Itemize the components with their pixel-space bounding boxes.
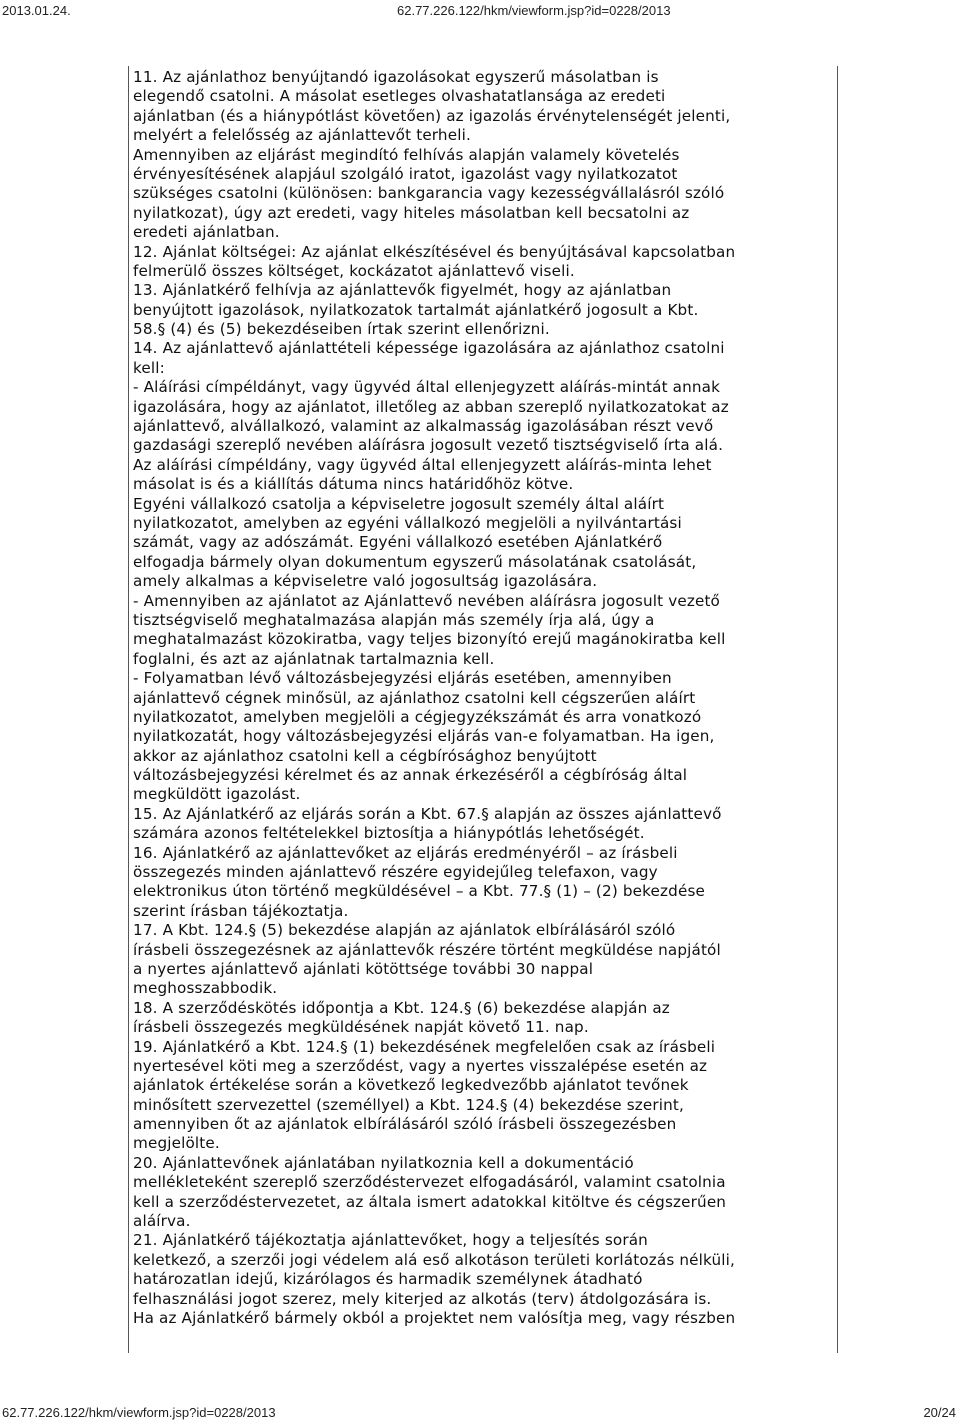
footer-url: 62.77.226.122/hkm/viewform.jsp?id=0228/2013 [2, 1405, 276, 1420]
text-line: nyilatkozatot, amelyben megjelöli a cégjegyzékszámát és arra vonatkozó [133, 707, 702, 726]
text-line: Az aláírási címpéldány, vagy ügyvéd által ellenjegyzett aláírás-minta lehet [133, 455, 712, 474]
text-line: mellékleteként szereplő szerződéstervezet elfogadásáról, valamint csatolnia [133, 1173, 726, 1192]
text-line: tisztségviselő meghatalmazása alapján más személy írja alá, úgy a [133, 610, 655, 629]
text-line: 12. Ajánlat költségei: Az ajánlat elkészítésével és benyújtásával kapcsolatban [133, 242, 736, 261]
text-line: ajánlattevő, alvállalkozó, valamint az alkalmasság igazolásában részt vevő [133, 417, 714, 436]
text-line: összegezés minden ajánlattevő részére egyidejűleg telefaxon, vagy [133, 863, 658, 882]
text-line: másolat is és a kiállítás dátuma nincs határidőhöz kötve. [133, 475, 574, 494]
text-line: nyilatkozat), úgy azt eredeti, vagy hiteles másolatban kell becsatolni az [133, 203, 690, 222]
text-line: 13. Ajánlatkérő felhívja az ajánlattevők figyelmét, hogy az ajánlatban [133, 281, 672, 300]
text-line: akkor az ajánlathoz csatolni kell a cégbírósághoz benyújtott [133, 746, 597, 765]
text-line: benyújtott igazolások, nyilatkozatok tartalmát ajánlatkérő jogosult a Kbt. [133, 300, 699, 319]
text-line: írásbeli összegezés megküldésének napját követő 11. nap. [133, 1018, 589, 1037]
text-line: a nyertes ajánlattevő ajánlati kötöttsége további 30 nappal [133, 959, 594, 978]
text-line: 15. Az Ajánlatkérő az eljárás során a Kbt. 67.§ alapján az összes ajánlattevő [133, 804, 722, 823]
text-line: számát, vagy az adószámát. Egyéni vállalkozó esetében Ajánlatkérő [133, 533, 663, 552]
text-line: ajánlattevő cégnek minősül, az ajánlathoz csatolni kell cégszerűen aláírt [133, 688, 696, 707]
text-line: érvényesítésének alapjául szolgáló iratot, igazolást vagy nyilatkozatot [133, 164, 678, 183]
document-body [133, 68, 833, 1328]
text-line: igazolására, hogy az ajánlatot, illetőleg az abban szereplő nyilatkozatokat az [133, 397, 729, 416]
text-line: elfogadja bármely olyan dokumentum egyszerű másolatának csatolását, [133, 552, 697, 571]
text-line: minősített szervezettel (személlyel) a Kbt. 124.§ (4) bekezdése szerint, [133, 1095, 685, 1114]
text-line: Egyéni vállalkozó csatolja a képviseletre jogosult személy által aláírt [133, 494, 665, 513]
text-line: 11. Az ajánlathoz benyújtandó igazolásokat egyszerű másolatban is [133, 68, 659, 86]
text-line: - Amennyiben az ajánlatot az Ajánlattevő nevében aláírásra jogosult vezető [133, 591, 721, 610]
text-line: megjelölte. [133, 1134, 220, 1153]
text-line: 19. Ajánlatkérő a Kbt. 124.§ (1) bekezdésének megfelelően csak az írásbeli [133, 1037, 716, 1056]
text-line: 16. Ajánlatkérő az ajánlattevőket az eljárás eredményéről – az írásbeli [133, 843, 678, 862]
text-line: szükséges csatolni (különösen: bankgarancia vagy kezességvállalásról szóló [133, 184, 725, 203]
text-line: írásbeli összegezésnek az ajánlattevők részére történt megküldése napjától [133, 940, 721, 959]
text-line: amely alkalmas a képviseletre való jogosultság igazolására. [133, 572, 598, 591]
text-line: ajánlatban (és a hiánypótlást követően) az igazolás érvénytelenségét jelenti, [133, 106, 731, 125]
text-line: felmerülő összes költséget, kockázatot ajánlattevő viseli. [133, 261, 575, 280]
text-line: - Aláírási címpéldányt, vagy ügyvéd által ellenjegyzett aláírás-mintát annak [133, 378, 721, 397]
text-line: nyilatkozatot, amelyben az egyéni vállalkozó megjelöli a nyilvántartási [133, 513, 682, 532]
header-url: 62.77.226.122/hkm/viewform.jsp?id=0228/2013 [397, 3, 671, 18]
text-line: foglalni, és azt az ajánlatnak tartalmaznia kell. [133, 649, 495, 668]
text-line: megküldött igazolást. [133, 785, 301, 804]
text-line: Ha az Ajánlatkérő bármely okból a projektet nem valósítja meg, vagy részben [133, 1309, 736, 1327]
text-line: elegendő csatolni. A másolat esetleges olvashatatlansága az eredeti [133, 87, 666, 106]
text-line: szerint írásban tájékoztatja. [133, 901, 349, 920]
text-line: meghatalmazást közokiratba, vagy teljes bizonyító erejű magánokiratba kell [133, 630, 726, 649]
text-line: - Folyamatban lévő változásbejegyzési eljárás esetében, amennyiben [133, 669, 672, 688]
text-line: 20. Ajánlattevőnek ajánlatában nyilatkoznia kell a dokumentáció [133, 1153, 634, 1172]
text-line: határozatlan idejű, kizárólagos és harmadik személynek átadható [133, 1270, 643, 1289]
text-line: gazdasági szereplő nevében aláírásra jogosult vezető tisztségviselő írta alá. [133, 436, 724, 455]
text-line: keletkező, a szerzői jogi védelem alá eső alkotáson területi korlátozás nélküli, [133, 1250, 736, 1269]
text-line: Amennyiben az eljárást megindító felhívás alapján valamely követelés [133, 145, 680, 164]
text-line: 21. Ajánlatkérő tájékoztatja ajánlattevőket, hogy a teljesítés során [133, 1231, 648, 1250]
header-date: 2013.01.24. [2, 3, 71, 18]
text-line: kell a szerződéstervezetet, az általa ismert adatokkal kitöltve és cégszerűen [133, 1192, 727, 1211]
footer-page-number: 20/24 [923, 1405, 956, 1420]
text-line: ajánlatok értékelése során a következő legkedvezőbb ajánlatot tevőnek [133, 1076, 689, 1095]
text-line: nyilatkozatát, hogy változásbejegyzési eljárás van-e folyamatban. Ha igen, [133, 727, 715, 746]
text-line: eredeti ajánlatban. [133, 223, 280, 242]
text-line: 17. A Kbt. 124.§ (5) bekezdése alapján az ajánlatok elbírálásáról szóló [133, 921, 676, 940]
text-line: 58.§ (4) és (5) bekezdéseiben írtak szerint ellenőrizni. [133, 320, 550, 339]
text-line: nyertesével köti meg a szerződést, vagy a nyertes visszalépése esetén az [133, 1056, 708, 1075]
print-header [0, 3, 960, 19]
text-line: 18. A szerződéskötés időpontja a Kbt. 124.§ (6) bekezdése alapján az [133, 998, 670, 1017]
text-line: aláírva. [133, 1212, 191, 1231]
text-line: változásbejegyzési kérelmet és az annak érkezéséről a cégbíróság által [133, 766, 688, 785]
text-line: meghosszabbodik. [133, 979, 278, 998]
text-line: számára azonos feltételekkel biztosítja a hiánypótlás lehetőségét. [133, 824, 645, 843]
text-line: elektronikus úton történő megküldésével – a Kbt. 77.§ (1) – (2) bekezdése [133, 882, 706, 901]
text-line: amennyiben őt az ajánlatok elbírálásáról szóló írásbeli összegezésben [133, 1115, 677, 1134]
text-line: 14. Az ajánlattevő ajánlattételi képessége igazolására az ajánlathoz csatolni [133, 339, 725, 358]
print-footer [0, 1405, 960, 1421]
text-line: kell: [133, 358, 165, 377]
text-line: melyért a felelősség az ajánlattevőt terheli. [133, 126, 471, 145]
text-line: felhasználási jogot szerez, mely kiterjed az alkotás (terv) átdolgozására is. [133, 1289, 712, 1308]
